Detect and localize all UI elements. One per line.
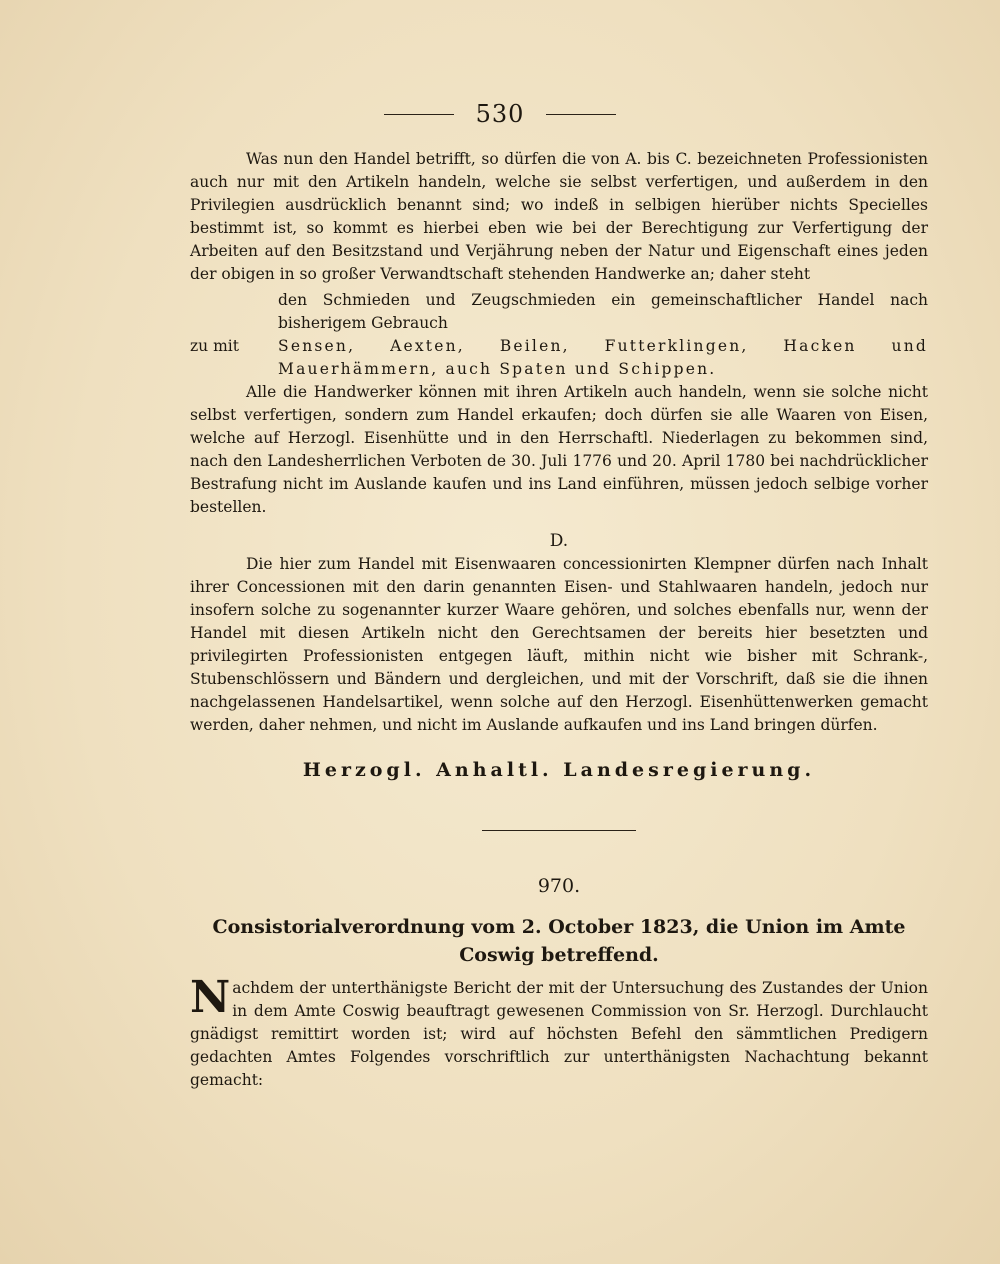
paragraph-nachdem: achdem der unterthänigste Bericht der mit der Untersuchung des Zustandes der Union in dem Amte Coswig beauftragt gewesenen Commission von Sr. Herzogl. Durchlaucht gnädigst remittirt worden ist; wird auf höchsten Befehl den sämmtlichen Predigern gedachten Amtes Folgendes vorschriftlich zur unterthänigsten Nachachtung bekannt gemacht:: [190, 978, 928, 1089]
indented-schmiede: den Schmieden und Zeugschmieden ein gemeinschaftlicher Handel nach bisherigem Gebrauch: [278, 290, 928, 332]
label-zu-mit: zu mit: [190, 336, 239, 355]
section-divider: [482, 830, 636, 831]
header-rule-right: [546, 114, 616, 115]
indented-werkzeuge: Sensen, Aexten, Beilen, Futterklingen, Hacken und Mauerhämmern, auch Spaten und Schippen.: [278, 336, 928, 378]
page-number: 530: [475, 100, 525, 128]
header-rule-left: [384, 114, 454, 115]
page-content: [190, 148, 928, 1092]
row-zu-mit: [190, 335, 928, 381]
drop-cap: N: [190, 971, 231, 1023]
paragraph-handwerker: Alle die Handwerker können mit ihren Artikeln auch handeln, wenn sie solche nicht selbst verfertigen, sondern zum Handel erkaufen; doch dürfen sie alle Waaren von Eisen, welche auf Herzogl. Eisenhütte und in den Herrschaftl. Niederlagen zu bekommen sind, nach den Landesherrlichen Verboten de 30. Juli 1776 und 20. April 1780 bei nachdrücklicher Bestrafung nicht im Auslande kaufen und ins Land einführen, müssen jedoch selbige vorher bestellen.: [190, 382, 928, 517]
section-heading-d: D.: [549, 530, 569, 551]
paragraph-handel: Was nun den Handel betrifft, so dürfen die von A. bis C. bezeichneten Professionisten auch nur mit den Artikeln handeln, welche sie selbst verfertigen, und außerdem in den Privilegien ausdrücklich benannt sind; wo indeß in selbigen hierüber nichts Specielles bestimmt ist, so kommt es hierbei eben wie bei der Berechtigung zur Verfertigung der Arbeiten auf den Besitzstand und Verjährung neben der Natur und Eigenschaft eines jeden der obigen in so großer Verwandtschaft stehenden Handwerke an; daher steht: [190, 150, 928, 284]
paragraph-klempner: Die hier zum Handel mit Eisenwaaren concessionirten Klempner dürfen nach Inhalt ihrer Concessionen mit den darin genannten Eisen- und Stahlwaaren handeln, jedoch nur insofern solche zu sogenannter kurzer Waare gehören, und solches ebenfalls nur, wenn der Handel mit diesen Artikeln nicht den Gerechtsamen der bereits hier besetzten und privilegirten Professionisten entgegen läuft, mithin nicht wie bisher mit Schrank-, Stubenschlössern und Bändern und dergleichen, und mit der Vorschrift, daß sie die ihnen nachgelassenen Handelsartikel, wenn solche auf den Herzogl. Eisenhüttenwerken gemacht werden, daher nehmen, und nicht im Auslande aufkaufen und ins Land bringen dürfen.: [190, 554, 928, 735]
signature-landesregierung: Herzogl. Anhaltl. Landesregierung.: [302, 759, 816, 782]
ordinance-body: [190, 971, 928, 1092]
page-header: [0, 100, 1000, 128]
ordinance-number: 970.: [537, 875, 581, 898]
ordinance-title: Consistorialverordnung vom 2. October 1823, die Union im Amte Coswig betreffend.: [212, 915, 906, 966]
